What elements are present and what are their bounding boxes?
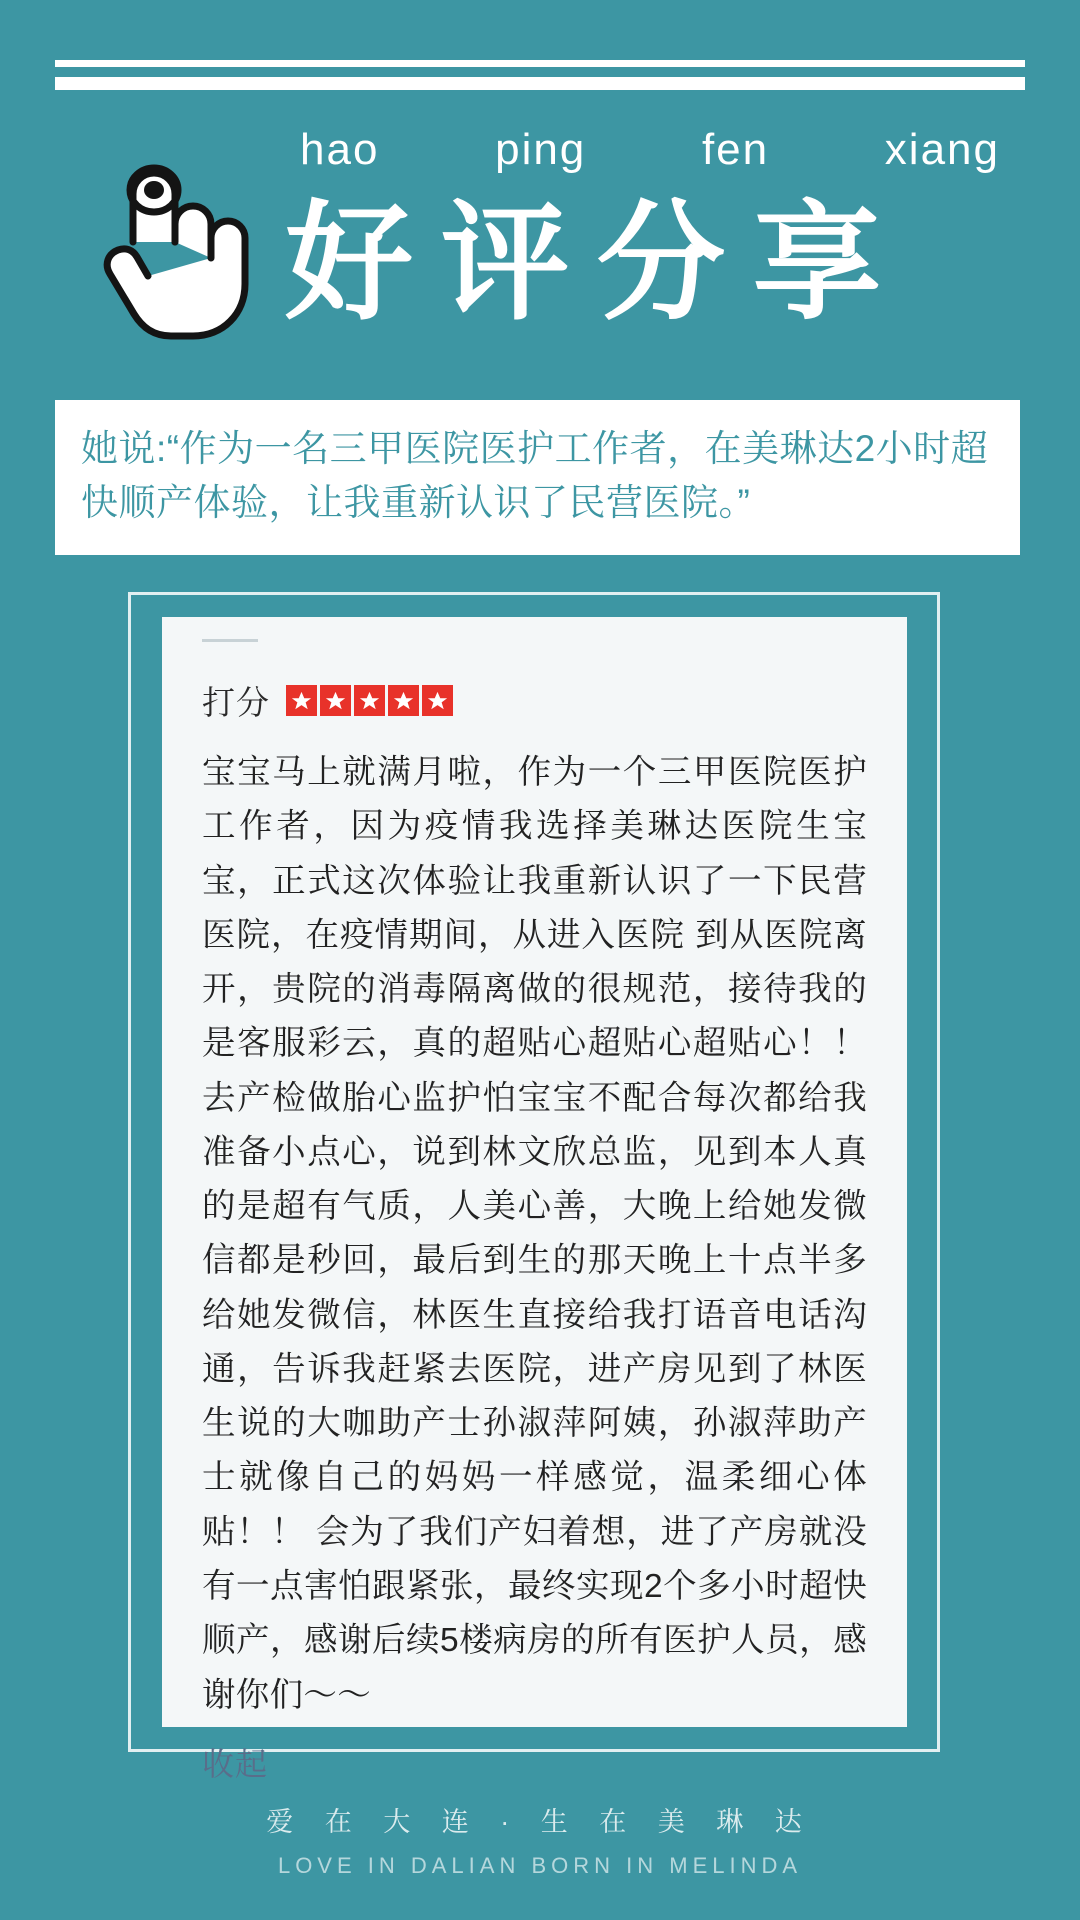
star-icon: [286, 685, 317, 716]
quote-box: [55, 400, 1020, 555]
rating-label: 打分: [202, 684, 270, 721]
footer: [0, 1800, 1080, 1879]
top-divider-group: [55, 60, 1025, 90]
review-card: [162, 617, 907, 1782]
divider-thin: [55, 60, 1025, 67]
star-rating: [286, 685, 456, 716]
footer-slogan-cn: 爱 在 大 连 · 生 在 美 琳 达: [266, 1807, 814, 1837]
pinyin-1: hao: [300, 125, 380, 174]
pinyin-row: [300, 125, 1000, 175]
pinyin-3: fen: [701, 125, 770, 174]
pinyin-4: xiang: [884, 125, 1000, 174]
star-icon: [422, 685, 453, 716]
page-title: 好评分享: [285, 192, 910, 335]
hand-pointer-icon: [78, 150, 253, 345]
card-notch: [202, 639, 258, 642]
pinyin-2: ping: [495, 125, 587, 174]
star-icon: [354, 685, 385, 716]
star-icon: [320, 685, 351, 716]
divider-thick: [55, 77, 1025, 90]
review-body: 宝宝马上就满月啦，作为一个三甲医院医护工作者，因为疫情我选择美琳达医院生宝宝，正式这次体验让我重新认识了一下民营医院，在疫情期间，从进入医院 到从医院离开，贵院的消毒隔离做的很规范，接待我的是客服彩云，真的超贴心超贴心超贴心！！去产检做胎心监护怕宝宝不配合每次都给我准备小点心，说到林文欣总监，见到本人真的是超有气质，人美心善，大晚上给她发微信都是秒回，最后到生的那天晚上十点半多给她发微信，林医生直接给我打语音电话沟通，告诉我赶紧去医院，进产房见到了林医生说的大咖助产士孙淑萍阿姨，孙淑萍助产士就像自己的妈妈一样感觉，温柔细心体贴！！ 会为了我们产妇着想，进了产房就没有一点害怕跟紧张，最终实现2个多小时超快顺产，感谢后续5楼病房的所有医护人员，感谢你们～～: [202, 754, 867, 1714]
star-icon: [388, 685, 419, 716]
rating-row: [202, 677, 867, 724]
footer-slogan-en: LOVE IN DALIAN BORN IN MELINDA: [277, 1853, 803, 1878]
quote-text: 她说:“作为一名三甲医院医护工作者，在美琳达2小时超快顺产体验，让我重新认识了民营医院。”: [81, 428, 989, 523]
collapse-toggle[interactable]: 收起: [202, 1745, 269, 1782]
